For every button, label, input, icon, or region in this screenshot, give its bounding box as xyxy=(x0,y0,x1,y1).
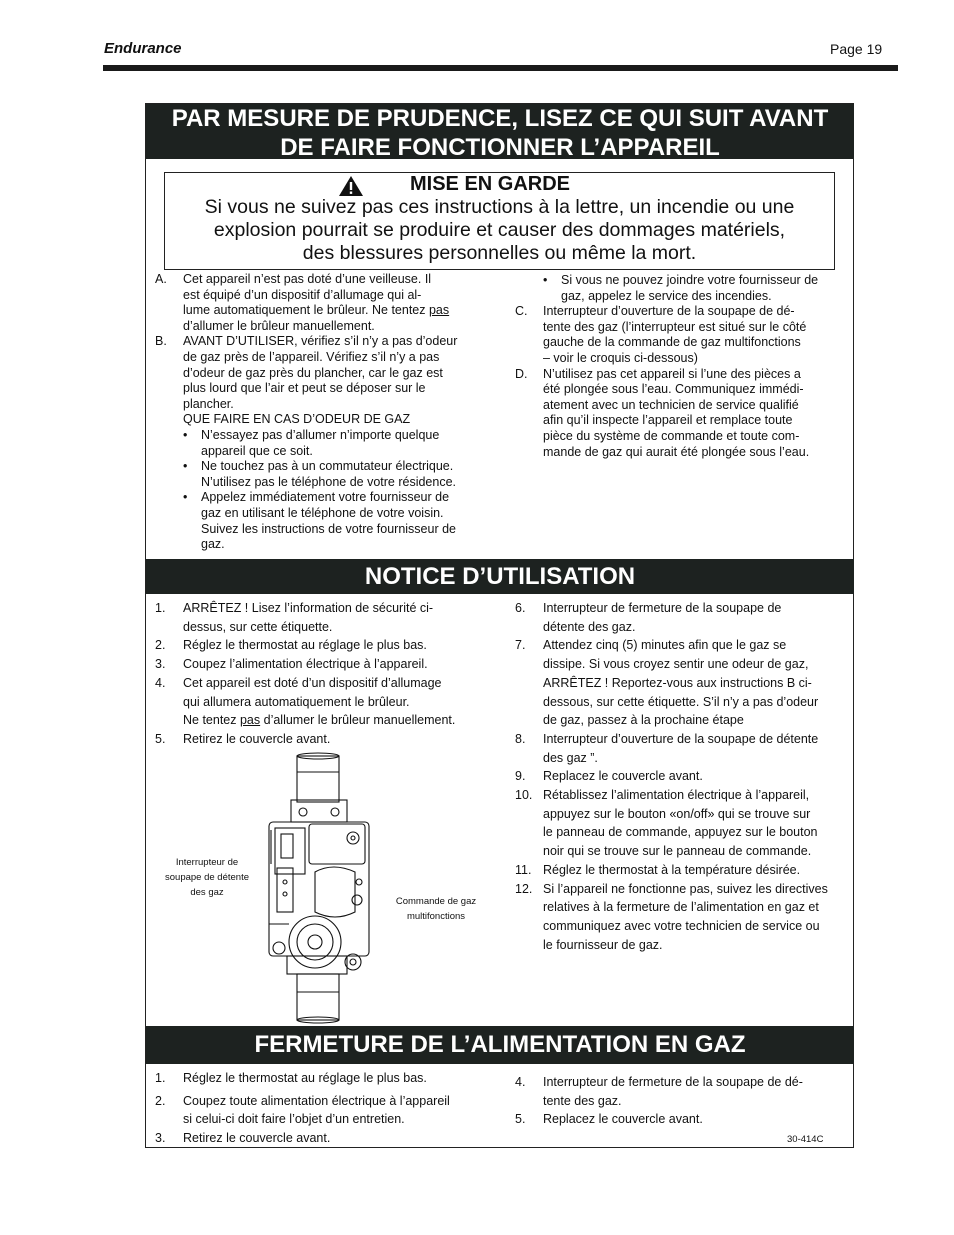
item-line: Suivez les instructions de votre fournisseur de xyxy=(201,521,456,536)
item-text: lume automatiquement le brûleur. Ne tentez xyxy=(183,303,429,318)
step-number: 7. xyxy=(515,638,526,653)
shutoff-banner: FERMETURE DE L’ALIMENTATION EN GAZ xyxy=(146,1026,854,1064)
warning-text xyxy=(166,196,833,265)
step-number: 4. xyxy=(515,1075,526,1089)
step-number: 2. xyxy=(155,638,166,653)
warning-line: Si vous ne suivez pas ces instructions à la lettre, un incendie ou une xyxy=(204,196,795,218)
item-label: D. xyxy=(515,366,528,381)
emphasis-text: pas xyxy=(428,303,450,318)
operation-step xyxy=(515,880,852,955)
safety-banner xyxy=(146,104,854,159)
step-number: 4. xyxy=(155,675,166,690)
label-line: multifonctions xyxy=(406,911,466,922)
step-line: Retirez le couvercle avant. xyxy=(183,731,331,746)
safety-item-c xyxy=(515,304,855,366)
warning-title: MISE EN GARDE xyxy=(410,173,571,195)
label-line: Commande de gaz xyxy=(395,896,477,907)
item-label: B. xyxy=(155,334,167,349)
item-line: mande de gaz qui aurait été plongée sous l’eau. xyxy=(543,444,810,459)
header-rule xyxy=(103,65,898,71)
item-line: Appelez immédiatement votre fournisseur de xyxy=(201,490,450,505)
bullet-item xyxy=(543,273,855,304)
item-line: de gaz près de l’appareil. Vérifiez s’il n’y a pas xyxy=(183,349,440,364)
item-line: tente des gaz (l’interrupteur est situé sur le côté xyxy=(543,319,807,334)
step-line: Coupez toute alimentation électrique à l’appareil xyxy=(183,1093,450,1108)
gas-control-label xyxy=(388,894,484,924)
step-line: Interrupteur d’ouverture de la soupape de détente xyxy=(543,731,819,746)
step-line: dessous, sur cette étiquette. S’il n’y a pas d’odeur xyxy=(543,694,819,709)
step-line: appuyez sur le bouton «on/off» qui se trouve sur xyxy=(543,806,811,821)
step-line: Interrupteur de fermeture de la soupape de dé- xyxy=(543,1075,803,1089)
step-line: Réglez le thermostat au réglage le plus bas. xyxy=(183,638,427,653)
item-label: A. xyxy=(155,272,167,286)
step-line: des gaz ”. xyxy=(543,750,598,765)
operation-right-column xyxy=(515,599,852,954)
operation-step xyxy=(515,786,852,861)
shutoff-step xyxy=(515,1110,852,1129)
step-number: 12. xyxy=(515,881,533,896)
step-line: qui allumera automatiquement le brûleur. xyxy=(183,694,410,709)
gas-valve-diagram xyxy=(255,752,375,1024)
operation-banner: NOTICE D’UTILISATION xyxy=(146,559,854,594)
step-text: d’allumer le brûleur manuellement. xyxy=(260,713,456,728)
step-line: noir qui se trouve sur le panneau de commande. xyxy=(543,844,812,859)
item-line: N’essayez pas d’allumer n’importe quelque xyxy=(201,427,440,442)
step-line: Rétablissez l’alimentation électrique à l’appareil, xyxy=(543,788,810,803)
step-line: Replacez le couvercle avant. xyxy=(543,769,703,784)
safety-banner-line2: DE FAIRE FONCTIONNER L’APPAREIL xyxy=(280,134,720,161)
operation-step xyxy=(155,730,495,749)
item-line: plus lourd que l’air et peut se déposer sur le xyxy=(183,381,426,396)
operation-step xyxy=(515,767,852,786)
step-line: détente des gaz. xyxy=(543,619,636,634)
step-number: 8. xyxy=(515,731,526,746)
item-line xyxy=(183,303,500,319)
item-line: atement avec un technicien de service qualifié xyxy=(543,397,799,412)
operation-step xyxy=(155,636,495,655)
item-line: N’utilisez pas cet appareil si l’une des pièces a xyxy=(543,366,801,381)
step-number: 5. xyxy=(155,731,166,746)
step-line: Attendez cinq (5) minutes afin que le gaz se xyxy=(543,638,787,653)
page-number: Page 19 xyxy=(830,41,883,57)
item-line: plancher. xyxy=(183,396,234,411)
step-line: de gaz, passez à la prochaine étape xyxy=(543,713,744,728)
operation-step xyxy=(155,674,495,730)
shutoff-step xyxy=(155,1092,495,1129)
item-subheading: QUE FAIRE EN CAS D’ODEUR DE GAZ xyxy=(183,412,411,427)
step-number: 11. xyxy=(515,862,532,877)
step-line: le panneau de commande, appuyez sur le bouton xyxy=(543,825,818,840)
operation-step xyxy=(515,861,852,880)
warning-line: explosion pourrait se produire et causer des dommages matériels, xyxy=(213,219,786,241)
brand-name: Endurance xyxy=(104,40,182,57)
step-line: si celui-ci doit faire l’objet d’un entretien. xyxy=(183,1112,405,1127)
step-line: Replacez le couvercle avant. xyxy=(543,1112,703,1127)
emphasis-text: pas xyxy=(239,713,261,728)
item-line: gaz, appelez le service des incendies. xyxy=(561,288,772,303)
bullet-icon: • xyxy=(183,490,188,505)
item-label: C. xyxy=(515,304,528,319)
item-line: appareil que ce soit. xyxy=(201,443,313,458)
item-line: – voir le croquis ci-dessous) xyxy=(543,350,698,365)
item-line: Cet appareil n’est pas doté d’une veilleuse. Il xyxy=(183,272,432,286)
item-line: d’odeur de gaz près du plancher, car le gaz est xyxy=(183,365,443,380)
bullet-item xyxy=(183,490,500,552)
step-line: dessus, sur cette étiquette. xyxy=(183,619,333,634)
safety-banner-line1: PAR MESURE DE PRUDENCE, LISEZ CE QUI SUIT AVANT xyxy=(171,105,829,132)
bullet-icon: • xyxy=(543,273,548,287)
step-line: dissipe. Si vous croyez sentir une odeur de gaz, xyxy=(543,657,809,672)
step-number: 1. xyxy=(155,601,166,615)
label-line: Interrupteur de xyxy=(175,857,239,868)
label-line: des gaz xyxy=(190,887,224,898)
step-line: ARRÊTEZ ! Lisez l’information de sécurité ci- xyxy=(183,601,434,615)
step-line: relatives à la fermeture de l’alimentation en gaz et xyxy=(543,900,819,915)
label-code: 30-414C xyxy=(787,1134,824,1145)
item-line: Si vous ne pouvez joindre votre fournisseur de xyxy=(561,273,819,287)
item-line: d’allumer le brûleur manuellement. xyxy=(183,318,375,333)
step-number: 10. xyxy=(515,788,533,803)
operation-step xyxy=(155,655,495,674)
safety-item-b xyxy=(155,334,500,552)
step-line: ARRÊTEZ ! Reportez-vous aux instructions B ci- xyxy=(543,675,812,690)
step-line: Cet appareil est doté d’un dispositif d’allumage xyxy=(183,675,442,690)
shutoff-right-column xyxy=(515,1073,852,1129)
item-line: gauche de la commande de gaz multifonctions xyxy=(543,335,801,350)
step-line: Si l’appareil ne fonctionne pas, suivez les directives xyxy=(543,881,828,896)
item-line: Ne touchez pas à un commutateur électrique. xyxy=(201,459,454,474)
safety-left-column xyxy=(155,272,500,553)
item-line: afin qu’il inspecte l’appareil et remplace toute xyxy=(543,413,793,428)
operation-step xyxy=(515,730,852,767)
step-line: Réglez le thermostat à la température désirée. xyxy=(543,862,801,877)
safety-item-a xyxy=(155,272,500,334)
warning-triangle-icon xyxy=(338,175,364,197)
step-line: communiquez avec votre technicien de service ou xyxy=(543,918,820,933)
item-line: gaz. xyxy=(201,537,225,552)
item-line: Interrupteur d’ouverture de la soupape de dé- xyxy=(543,304,795,319)
step-line xyxy=(183,711,495,730)
step-line: Réglez le thermostat au réglage le plus bas. xyxy=(183,1071,427,1085)
item-line: est équipé d’un dispositif d’allumage qui al- xyxy=(183,287,422,302)
bullet-item xyxy=(183,428,500,459)
step-line: le fournisseur de gaz. xyxy=(543,937,663,952)
operation-step xyxy=(515,599,852,636)
step-number: 6. xyxy=(515,601,526,615)
shutoff-step xyxy=(155,1069,495,1088)
bullet-item xyxy=(183,459,500,490)
valve-switch-label xyxy=(156,855,258,900)
shutoff-step xyxy=(155,1129,495,1148)
item-line: gaz en utilisant le téléphone de votre voisin. xyxy=(201,505,444,520)
warning-line: des blessures personnelles ou même la mort. xyxy=(302,242,697,264)
bullet-icon: • xyxy=(183,427,188,442)
step-number: 5. xyxy=(515,1112,526,1127)
safety-right-column xyxy=(515,273,855,460)
step-number: 3. xyxy=(155,1131,166,1146)
safety-item-d xyxy=(515,367,855,461)
step-number: 1. xyxy=(155,1071,166,1085)
step-line: tente des gaz. xyxy=(543,1093,622,1108)
step-number: 3. xyxy=(155,657,166,672)
shutoff-step xyxy=(515,1073,852,1110)
operation-left-column xyxy=(155,599,495,749)
operation-step xyxy=(515,636,852,730)
item-line: AVANT D’UTILISER, vérifiez s’il n’y a pas d’odeur xyxy=(183,334,458,349)
operation-step xyxy=(155,599,495,636)
step-text: Ne tentez xyxy=(183,713,240,728)
shutoff-left-column xyxy=(155,1069,495,1148)
item-line: été plongée sous l’eau. Communiquez immédi- xyxy=(543,382,804,397)
step-number: 2. xyxy=(155,1093,166,1108)
bullet-icon: • xyxy=(183,459,188,474)
step-line: Coupez l’alimentation électrique à l’appareil. xyxy=(183,657,428,672)
step-line: Interrupteur de fermeture de la soupape de xyxy=(543,601,782,615)
step-line: Retirez le couvercle avant. xyxy=(183,1131,331,1146)
step-number: 9. xyxy=(515,769,526,784)
item-line: pièce du système de commande et toute com- xyxy=(543,428,800,443)
item-line: N’utilisez pas le téléphone de votre résidence. xyxy=(201,474,457,489)
label-line: soupape de détente xyxy=(165,872,249,883)
